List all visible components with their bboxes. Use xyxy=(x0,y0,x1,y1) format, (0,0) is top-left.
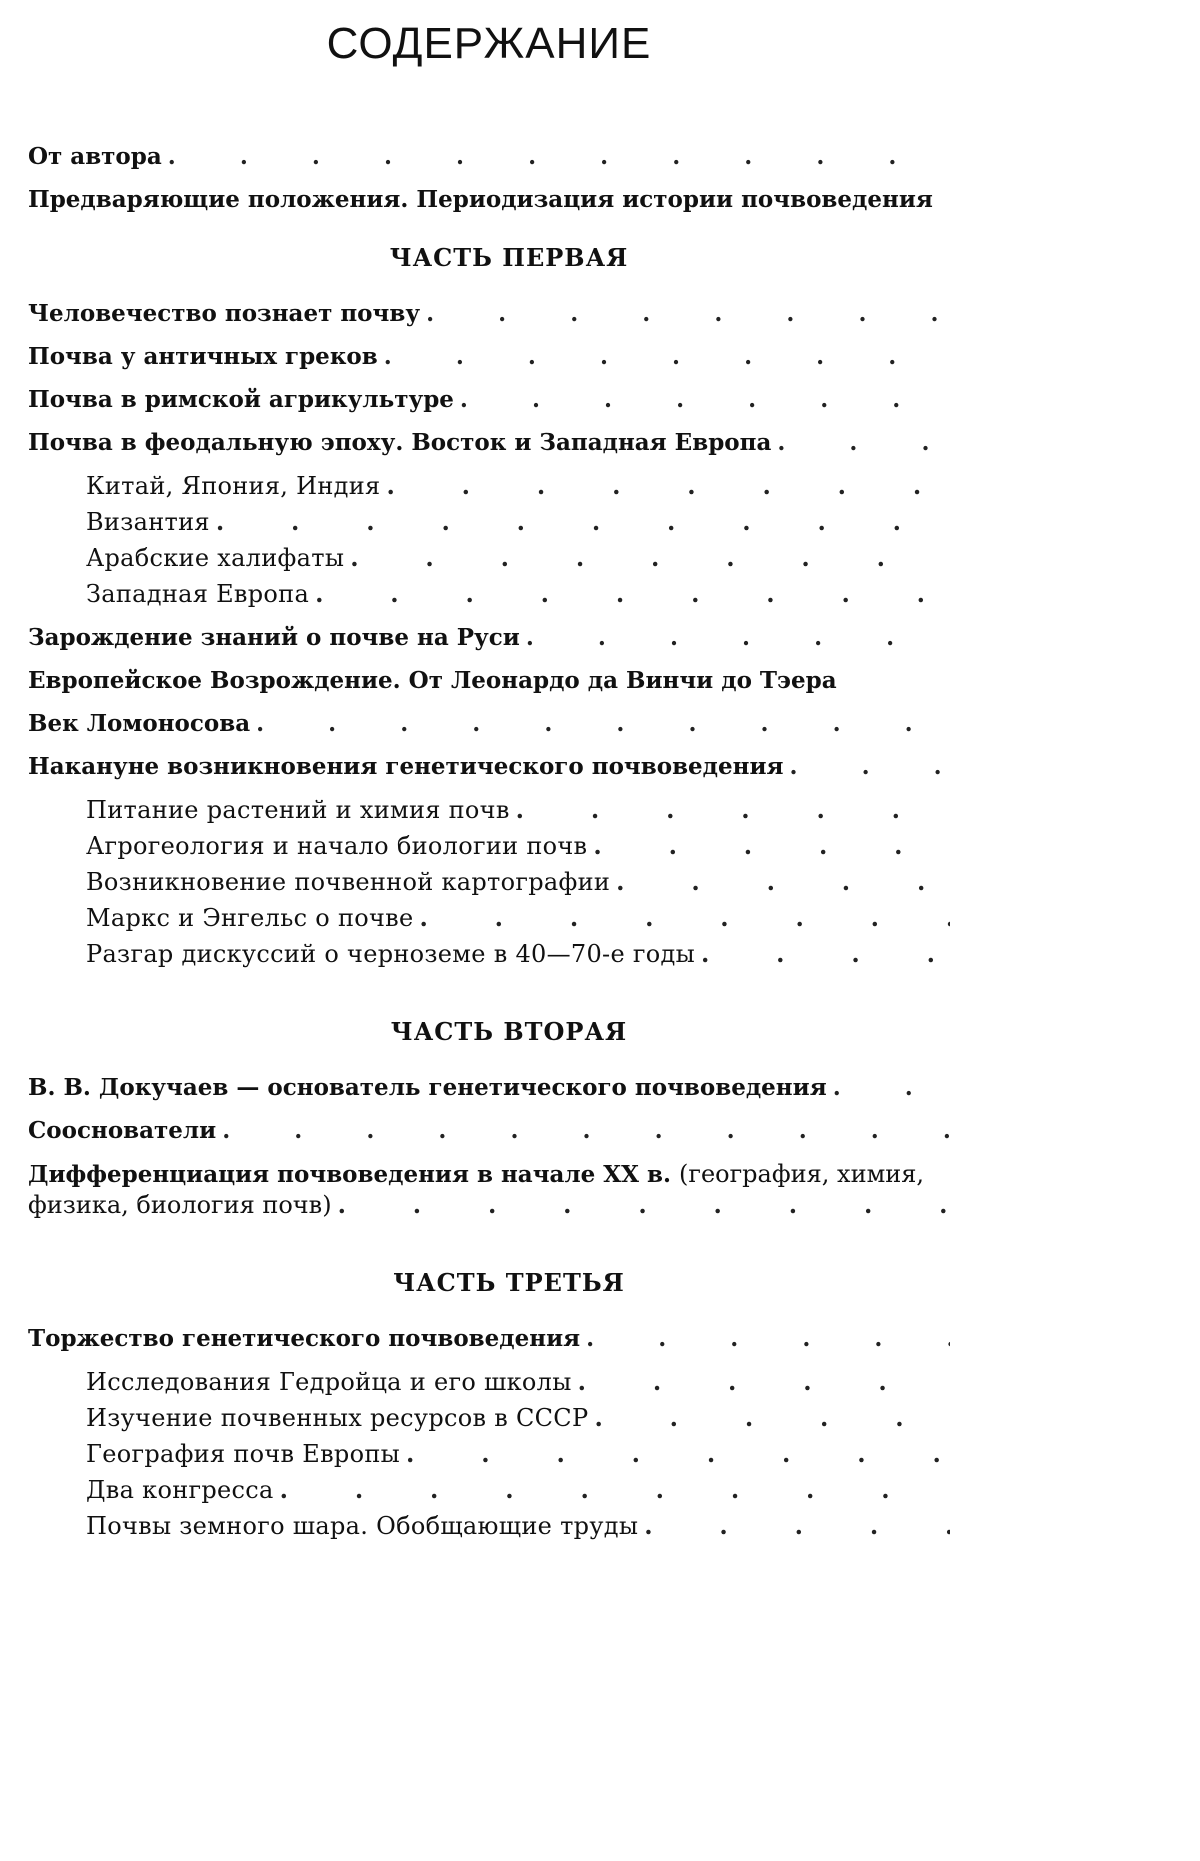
dot-leader xyxy=(771,428,950,458)
toc-entry-label: Торжество генетического почвоведения xyxy=(28,1325,581,1352)
toc-entry xyxy=(28,709,950,739)
part-heading-3: ЧАСТЬ ТРЕТЬЯ xyxy=(393,1268,625,1297)
toc-entry xyxy=(28,299,950,329)
dot-leader xyxy=(250,709,950,739)
toc-entry-label: Разгар дискуссий о черноземе в 40—70-е годы xyxy=(86,940,695,968)
toc-entry-label: Почва в феодальную эпоху. Восток и Западная Европа xyxy=(28,429,772,456)
toc-entry-label: Западная Европа xyxy=(86,580,310,608)
dot-leader xyxy=(510,795,950,825)
toc-entry-line-1 xyxy=(28,1159,950,1190)
dot-leader xyxy=(610,867,950,897)
dot-leader xyxy=(400,1439,950,1469)
dot-leader xyxy=(344,543,950,573)
dot-leader xyxy=(587,831,950,861)
part-heading-1: ЧАСТЬ ПЕРВАЯ xyxy=(389,243,629,272)
toc-entry xyxy=(28,185,950,215)
toc-subentry xyxy=(28,543,950,573)
toc-entry xyxy=(28,1073,950,1103)
dot-leader xyxy=(588,1403,950,1433)
dot-leader xyxy=(216,1116,950,1146)
toc-entry-label: Возникновение почвенной картографии xyxy=(86,868,611,896)
toc-entry-wrapped xyxy=(28,1159,950,1220)
dot-leader xyxy=(520,623,950,653)
toc-entry-label: Маркс и Энгельс о почве xyxy=(86,904,414,932)
toc-entry xyxy=(28,142,950,172)
toc-entry-label: Китай, Япония, Индия xyxy=(86,472,381,500)
toc-subentry xyxy=(28,939,950,969)
toc-entry-label: Питание растений и химия почв xyxy=(86,796,510,824)
toc-entry-label: Сооснователи xyxy=(28,1117,217,1144)
dot-leader xyxy=(638,1511,950,1541)
toc-entry-label: Изучение почвенных ресурсов в СССР xyxy=(86,1404,589,1432)
dot-leader xyxy=(380,471,950,501)
toc-entry-label: Век Ломоносова xyxy=(28,710,251,737)
toc-subentry xyxy=(28,831,950,861)
toc-entry-label: От автора xyxy=(28,143,162,170)
toc-entry xyxy=(28,385,950,415)
toc-subentry xyxy=(28,1439,950,1469)
toc-subentry xyxy=(28,1475,950,1505)
toc-entry xyxy=(28,1324,950,1354)
dot-leader xyxy=(420,299,950,329)
toc-entry-label: Почвы земного шара. Обобщающие труды xyxy=(86,1512,639,1540)
toc-page xyxy=(28,0,950,1547)
toc-subentry xyxy=(28,579,950,609)
toc-entry-label: Два конгресса xyxy=(86,1476,274,1504)
toc-entry-label: Византия xyxy=(86,508,210,536)
dot-leader xyxy=(413,903,950,933)
page-title: СОДЕРЖАНИЕ xyxy=(326,19,652,68)
dot-leader xyxy=(580,1324,950,1354)
toc-subentry xyxy=(28,795,950,825)
toc-entry-justified xyxy=(28,666,950,696)
dot-leader xyxy=(378,342,950,372)
dot-leader xyxy=(784,752,950,782)
part-heading-2: ЧАСТЬ ВТОРАЯ xyxy=(390,1017,628,1046)
toc-entry-label: Человечество познает почву xyxy=(28,300,421,327)
toc-entry-label: Агрогеология и начало биологии почв xyxy=(86,832,588,860)
dot-leader xyxy=(210,507,950,537)
toc-entry xyxy=(28,1116,950,1146)
toc-subentry xyxy=(28,1403,950,1433)
toc-subentry xyxy=(28,507,950,537)
dot-leader xyxy=(695,939,950,969)
toc-entry-label: В. В. Докучаев — основатель генетического почвоведения xyxy=(28,1074,827,1101)
dot-leader xyxy=(274,1475,950,1505)
toc-entry-label: Исследования Гедройца и его школы xyxy=(86,1368,572,1396)
toc-entry-label: Арабские халифаты xyxy=(86,544,345,572)
dot-leader xyxy=(827,1073,950,1103)
toc-entry xyxy=(28,752,950,782)
dot-leader xyxy=(454,385,950,415)
toc-entry-label: Предваряющие положения. Периодизация истории почвоведения xyxy=(28,186,933,213)
toc-entry-label: География почв Европы xyxy=(86,1440,401,1468)
toc-entry xyxy=(28,623,950,653)
toc-subentry xyxy=(28,1367,950,1397)
toc-entry xyxy=(28,428,950,458)
dot-leader xyxy=(162,142,950,172)
toc-entry xyxy=(28,342,950,372)
dot-leader xyxy=(309,579,950,609)
toc-entry-line-2 xyxy=(28,1190,950,1220)
toc-entry-label: физика, биология почв) xyxy=(28,1191,332,1219)
toc-subentry xyxy=(28,867,950,897)
dot-leader xyxy=(572,1367,950,1397)
toc-entry-label: Почва у античных греков xyxy=(28,343,378,370)
toc-subentry xyxy=(28,471,950,501)
toc-entry-label: Накануне возникновения генетического почвоведения xyxy=(28,753,784,780)
toc-entry-bold-label: Дифференциация почвоведения в начале XX в. xyxy=(28,1161,671,1188)
toc-entry-label: Почва в римской агрикультуре xyxy=(28,386,454,413)
toc-subentry xyxy=(28,1511,950,1541)
toc-entries xyxy=(28,142,950,1541)
toc-subentry xyxy=(28,903,950,933)
dot-leader xyxy=(332,1190,950,1220)
toc-entry-label: Зарождение знаний о почве на Руси xyxy=(28,624,520,651)
toc-entry-plain-label: (география, химия, xyxy=(679,1160,924,1188)
toc-entry-label: Европейское Возрождение. От Леонардо да Винчи до Тэера xyxy=(28,667,837,694)
